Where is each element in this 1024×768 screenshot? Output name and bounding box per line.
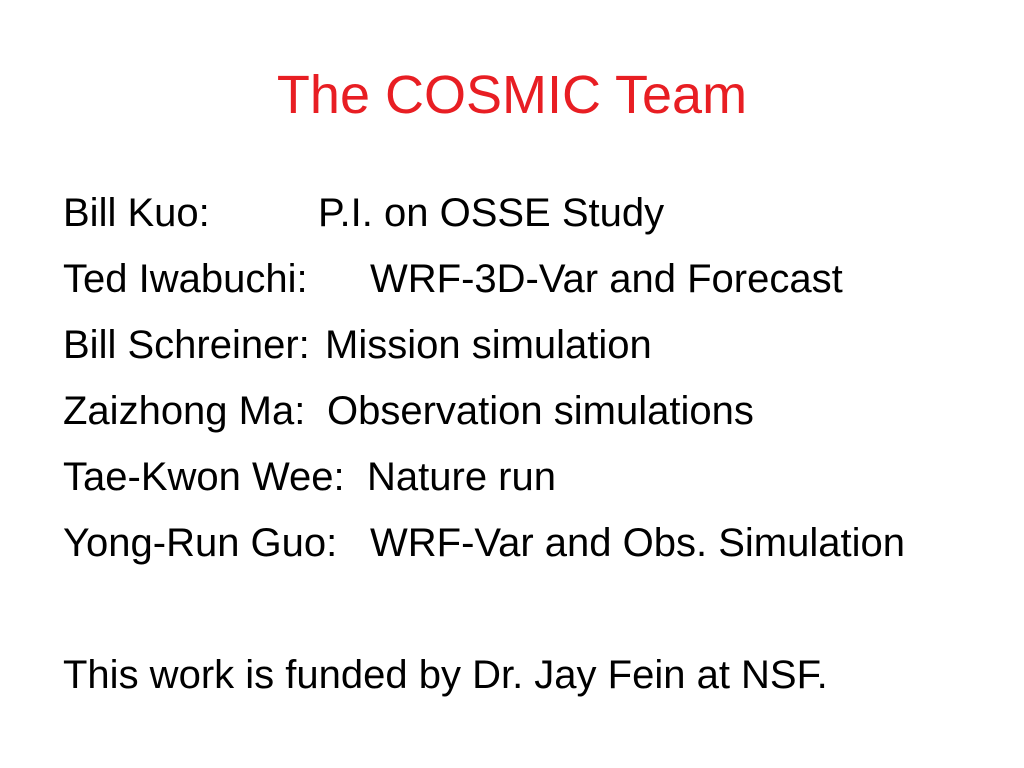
team-row (63, 510, 1004, 576)
team-row (63, 180, 1004, 246)
slide-title: The COSMIC Team (276, 65, 748, 125)
member-name: Bill Schreiner: (63, 323, 310, 367)
member-role: Observation simulations (327, 389, 754, 433)
blank-line (63, 576, 1004, 642)
member-role: WRF-3D-Var and Forecast (370, 257, 843, 301)
member-name: Zaizhong Ma: (63, 389, 306, 433)
member-name: Bill Kuo: (63, 191, 210, 235)
member-name: Tae-Kwon Wee: (63, 455, 345, 499)
member-role: WRF-Var and Obs. Simulation (370, 521, 905, 565)
team-row (63, 246, 1004, 312)
team-row (63, 378, 1004, 444)
member-name: Ted Iwabuchi: (63, 257, 308, 301)
funding-note: This work is funded by Dr. Jay Fein at NSF. (63, 653, 828, 697)
team-row (63, 444, 1004, 510)
member-name: Yong-Run Guo: (63, 521, 338, 565)
team-row (63, 312, 1004, 378)
member-role: P.I. on OSSE Study (318, 191, 665, 235)
member-role: Mission simulation (325, 323, 652, 367)
team-list (63, 180, 1004, 708)
member-role: Nature run (367, 455, 556, 499)
